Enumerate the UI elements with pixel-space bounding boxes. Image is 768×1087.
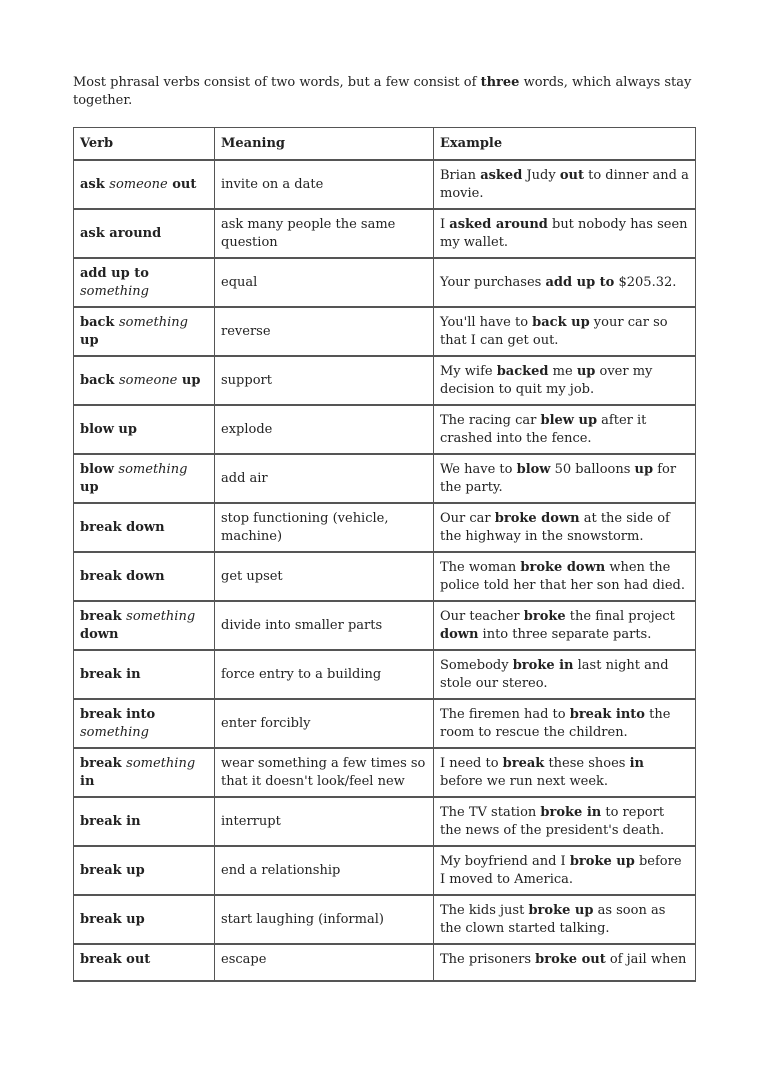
- verb-cell: [74, 749, 215, 798]
- table-row: [74, 308, 696, 357]
- verb-cell: [74, 945, 215, 982]
- table-row: [74, 161, 696, 210]
- bold-run: break down: [80, 568, 165, 584]
- table-row: [74, 651, 696, 700]
- text-run: My boyfriend and I: [440, 853, 570, 869]
- header-meaning: Meaning: [215, 128, 434, 161]
- bold-run: blow: [516, 461, 551, 477]
- text-run: before we run next week.: [440, 773, 609, 789]
- text-run: words, which always stay together.: [73, 75, 692, 108]
- text-run: Somebody: [440, 657, 513, 673]
- text-run: Judy: [522, 167, 560, 183]
- table-row: [74, 602, 696, 651]
- text-run: Our teacher: [440, 608, 524, 624]
- text-run: me: [548, 363, 577, 379]
- verb-cell: [74, 210, 215, 259]
- table-row: [74, 504, 696, 553]
- verb-cell: [74, 847, 215, 896]
- bold-run: out: [167, 176, 197, 192]
- meaning-cell: equal: [215, 259, 434, 308]
- meaning-cell: add air: [215, 455, 434, 504]
- example-cell: [434, 749, 696, 798]
- verb-cell: [74, 259, 215, 308]
- bold-run: in: [629, 755, 644, 771]
- text-run: these shoes: [544, 755, 630, 771]
- bold-run: break: [80, 755, 127, 771]
- verb-cell: [74, 161, 215, 210]
- example-cell: [434, 406, 696, 455]
- bold-run: asked around: [449, 216, 548, 232]
- bold-run: break up: [80, 862, 145, 878]
- bold-run: asked: [480, 167, 523, 183]
- meaning-cell: explode: [215, 406, 434, 455]
- bold-run: break in: [80, 666, 141, 682]
- bold-run: down: [80, 626, 119, 642]
- meaning-cell: ask many people the same question: [215, 210, 434, 259]
- bold-run: back up: [532, 314, 590, 330]
- text-run: The racing car: [440, 412, 541, 428]
- bold-run: break: [502, 755, 545, 771]
- verb-cell: [74, 406, 215, 455]
- text-run: Most phrasal verbs consist of two words, but a few consist of: [73, 75, 481, 90]
- bold-run: add up to: [545, 274, 615, 290]
- header-verb: Verb: [74, 128, 215, 161]
- text-run: You'll have to: [440, 314, 533, 330]
- meaning-cell: invite on a date: [215, 161, 434, 210]
- text-run: The kids just: [440, 902, 529, 918]
- bold-run: broke: [523, 608, 566, 624]
- text-run: Brian: [440, 167, 481, 183]
- text-run: The woman: [440, 559, 521, 575]
- bold-run: up: [80, 479, 99, 495]
- text-run: but nobody has seen my wallet.: [440, 216, 688, 250]
- intro-paragraph: [73, 74, 698, 110]
- bold-run: blow up: [80, 421, 137, 437]
- bold-run: break into: [80, 706, 156, 722]
- bold-run: down: [440, 626, 479, 642]
- bold-run: break in: [80, 813, 141, 829]
- verb-cell: [74, 798, 215, 847]
- text-run: I: [440, 216, 450, 232]
- bold-run: broke in: [540, 804, 602, 820]
- example-cell: [434, 161, 696, 210]
- text-run: We have to: [440, 461, 517, 477]
- table-row: [74, 259, 696, 308]
- text-run: the final project: [565, 608, 675, 624]
- meaning-cell: enter forcibly: [215, 700, 434, 749]
- table-row: [74, 700, 696, 749]
- text-run: as soon as the clown started talking.: [440, 902, 666, 936]
- verb-cell: [74, 553, 215, 602]
- header-example: Example: [434, 128, 696, 161]
- example-cell: [434, 455, 696, 504]
- italic-run: something: [126, 755, 196, 771]
- bold-run: add up to: [80, 265, 149, 281]
- phrasal-verbs-table: [73, 127, 696, 982]
- bold-run: up: [634, 461, 654, 477]
- bold-run: back: [80, 314, 119, 330]
- text-run: Your purchases: [440, 274, 546, 290]
- example-cell: [434, 945, 696, 982]
- meaning-cell: get upset: [215, 553, 434, 602]
- meaning-cell: start laughing (informal): [215, 896, 434, 945]
- bold-run: break: [80, 608, 127, 624]
- text-run: of jail when: [605, 952, 687, 967]
- text-run: 50 balloons: [550, 461, 635, 477]
- bold-run: broke down: [520, 559, 606, 575]
- table-row: [74, 847, 696, 896]
- meaning-cell: stop functioning (vehicle, machine): [215, 504, 434, 553]
- table-row: [74, 553, 696, 602]
- italic-run: something: [80, 283, 149, 299]
- text-run: the room to rescue the children.: [440, 706, 671, 740]
- italic-run: something: [80, 724, 149, 740]
- text-run: My wife: [440, 363, 497, 379]
- example-cell: [434, 651, 696, 700]
- example-cell: [434, 504, 696, 553]
- italic-run: something: [118, 461, 188, 477]
- bold-run: back: [80, 372, 119, 388]
- table-row: [74, 455, 696, 504]
- bold-run: up: [80, 332, 99, 348]
- bold-run: broke up: [528, 902, 594, 918]
- text-run: when the police told her that her son had died.: [440, 559, 685, 593]
- table-row: [74, 896, 696, 945]
- meaning-cell: escape: [215, 945, 434, 982]
- example-cell: [434, 308, 696, 357]
- italic-run: something: [126, 608, 196, 624]
- verb-cell: [74, 602, 215, 651]
- table-row: [74, 210, 696, 259]
- table-row: [74, 406, 696, 455]
- italic-run: someone: [118, 372, 178, 388]
- example-cell: [434, 259, 696, 308]
- example-cell: [434, 357, 696, 406]
- text-run: into three separate parts.: [478, 626, 652, 642]
- text-run: The firemen had to: [440, 706, 570, 722]
- bold-run: in: [80, 773, 95, 789]
- text-run: The prisoners: [440, 952, 536, 967]
- example-cell: [434, 798, 696, 847]
- text-run: after it crashed into the fence.: [440, 412, 647, 446]
- text-run: to report the news of the president's death.: [440, 804, 665, 838]
- text-run: for the party.: [440, 461, 677, 495]
- bold-run: broke up: [569, 853, 635, 869]
- example-cell: [434, 210, 696, 259]
- bold-run: break up: [80, 911, 145, 927]
- verb-cell: [74, 308, 215, 357]
- table-row: [74, 945, 696, 982]
- text-run: The TV station: [440, 804, 541, 820]
- bold-run: blew up: [540, 412, 598, 428]
- example-cell: [434, 602, 696, 651]
- italic-run: something: [118, 314, 188, 330]
- verb-cell: [74, 896, 215, 945]
- text-run: I need to: [440, 755, 503, 771]
- bold-run: up: [576, 363, 596, 379]
- text-run: before I moved to America.: [440, 853, 682, 887]
- bold-run: broke in: [512, 657, 574, 673]
- meaning-cell: reverse: [215, 308, 434, 357]
- meaning-cell: support: [215, 357, 434, 406]
- bold-run: backed: [496, 363, 549, 379]
- text-run: at the side of the highway in the snowstorm.: [440, 510, 670, 544]
- verb-cell: [74, 455, 215, 504]
- text-run: last night and stole our stereo.: [440, 657, 669, 691]
- example-cell: [434, 896, 696, 945]
- table-row: [74, 749, 696, 798]
- bold-run: up: [177, 372, 201, 388]
- italic-run: someone: [109, 176, 168, 192]
- text-run: your car so that I can get out.: [440, 314, 668, 348]
- bold-run: out: [559, 167, 584, 183]
- bold-run: break out: [80, 952, 151, 967]
- verb-cell: [74, 651, 215, 700]
- text-run: to dinner and a movie.: [440, 167, 689, 201]
- verb-cell: [74, 700, 215, 749]
- text-run: $205.32.: [614, 274, 677, 290]
- bold-run: blow: [80, 461, 119, 477]
- bold-run: ask: [80, 176, 110, 192]
- text-run: Our car: [440, 510, 495, 526]
- bold-run: ask around: [80, 225, 162, 241]
- meaning-cell: interrupt: [215, 798, 434, 847]
- example-cell: [434, 553, 696, 602]
- meaning-cell: wear something a few times so that it doesn't look/feel new: [215, 749, 434, 798]
- verb-cell: [74, 504, 215, 553]
- bold-run: break into: [569, 706, 645, 722]
- bold-run: broke down: [494, 510, 580, 526]
- table-header-row: [74, 128, 696, 161]
- bold-run: broke out: [535, 952, 606, 967]
- example-cell: [434, 700, 696, 749]
- table-row: [74, 357, 696, 406]
- example-cell: [434, 847, 696, 896]
- bold-run: break down: [80, 519, 165, 535]
- bold-run: three: [480, 75, 520, 90]
- text-run: over my decision to quit my job.: [440, 363, 653, 397]
- meaning-cell: end a relationship: [215, 847, 434, 896]
- verb-cell: [74, 357, 215, 406]
- table-row: [74, 798, 696, 847]
- meaning-cell: divide into smaller parts: [215, 602, 434, 651]
- meaning-cell: force entry to a building: [215, 651, 434, 700]
